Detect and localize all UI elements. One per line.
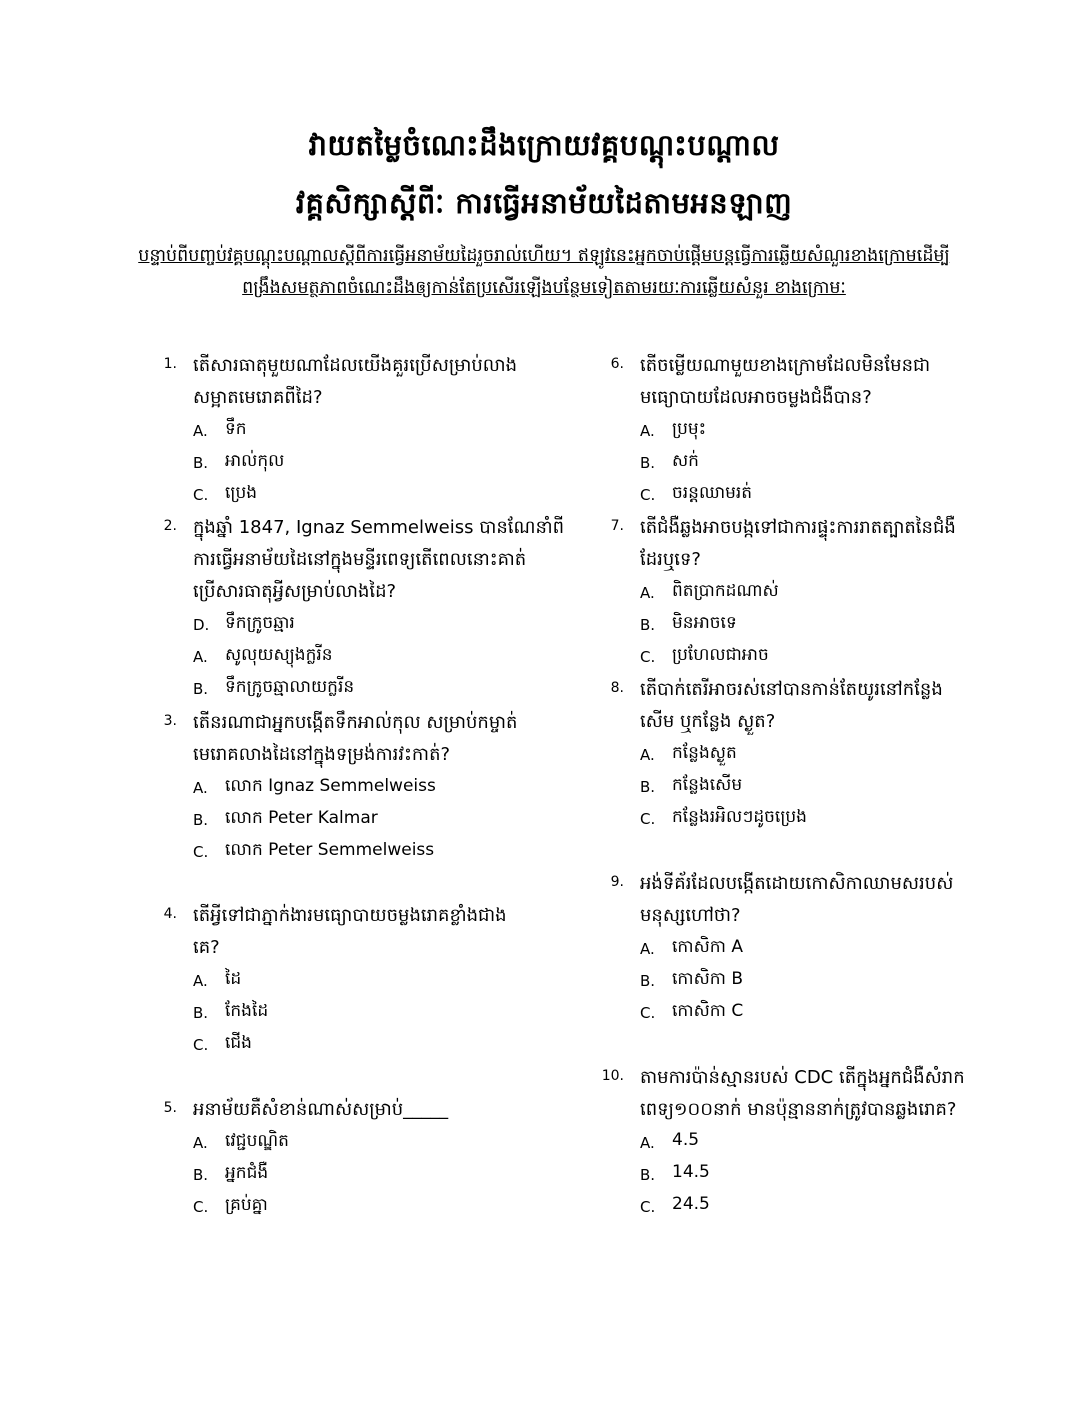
option-letter: C. [193, 486, 209, 504]
option-letter: B. [193, 1004, 209, 1022]
option-letter: C. [640, 1004, 656, 1022]
option-text: ពិតប្រាកដណាស់ [672, 581, 779, 601]
question-text: តើអ្វីទៅជាភ្នាក់ងារមធ្យោបាយចម្លងរោគខ្លាំងជាង [193, 905, 507, 926]
option-letter: A. [640, 422, 655, 440]
option-letter: A. [193, 1134, 208, 1152]
question-number: 10. [601, 1068, 624, 1084]
question-number: 6. [610, 356, 624, 372]
option-text: កន្លែងស្ងួត [672, 743, 737, 763]
question-text: ដែរឬទេ? [640, 549, 701, 570]
question-text: ប្រើសារធាតុអ្វីសម្រាប់លាងដៃ? [193, 581, 397, 602]
option-letter: A. [640, 746, 655, 764]
question-number: 9. [610, 874, 624, 890]
option-text: កែងដៃ [225, 1001, 269, 1021]
option-text: មិនអាចទេ [672, 613, 737, 633]
option-letter: A. [193, 422, 208, 440]
option-letter: C. [193, 1036, 209, 1054]
option-text: ដៃ [225, 969, 242, 989]
question-text: អនាម័យគឺសំខាន់ណាស់សម្រាប់_____ [193, 1099, 449, 1120]
option-letter: B. [640, 454, 656, 472]
option-text: វេជ្ជបណ្ឌិត [225, 1131, 289, 1151]
question-text: តើជំងឺឆ្លងអាចបង្កទៅជាការផ្ទុះការរាតត្បាតនៃជំងឺ [640, 517, 956, 538]
question-text: អង់ទីគ័រដែលបង្កើតដោយកោសិកាឈាមសរបស់ [640, 873, 954, 894]
question-number: 3. [163, 713, 177, 729]
question-number: 7. [610, 518, 624, 534]
option-text: 14.5 [672, 1162, 710, 1182]
question-text: សើម ឬកន្លែង ស្ងួត? [640, 711, 776, 732]
option-letter: C. [193, 843, 209, 861]
option-text: កោសិកា B [672, 969, 744, 989]
option-letter: A. [640, 584, 655, 602]
instruction-line-1: បន្ទាប់ពីបញ្ចប់វគ្គបណ្តុះបណ្តាលស្តីពីការធ្វើអនាម័យដៃរួចរាល់ហើយ។ ឥឡូវនេះអ្នកចាប់ផ្តើមបន្តធ្វើការឆ្លើយសំណួរខាងក្រោមដើម្បី [138, 246, 950, 266]
question-text: មនុស្សហៅថា? [640, 905, 741, 926]
option-text: ទឹកក្រូចឆ្មាលាយក្លរីន [225, 677, 355, 697]
option-text: កោសិកា C [672, 1001, 744, 1021]
option-text: កោសិកា A [672, 937, 743, 957]
question-text: គេ? [193, 937, 220, 958]
option-text: ប្រេង [225, 483, 258, 503]
option-letter: A. [640, 940, 655, 958]
option-letter: B. [193, 680, 209, 698]
option-text: អាល់កុល [225, 451, 285, 471]
option-text: អ្នកជំងឺ [225, 1163, 269, 1183]
question-text: ការធ្វើអនាម័យដៃនៅក្នុងមន្ទីរពេទ្យតើពេលនោះគាត់ [193, 549, 527, 570]
question-text: តាមការប៉ាន់ស្មានរបស់ CDC តើក្នុងអ្នកជំងឺសំរាក [640, 1067, 965, 1088]
option-letter: C. [640, 810, 656, 828]
option-text: លោក Peter Semmelweiss [225, 840, 435, 860]
option-letter: A. [193, 779, 208, 797]
question-number: 4. [163, 906, 177, 922]
option-text: ទឹក [225, 419, 247, 439]
question-text: តើចម្លើយណាមួយខាងក្រោមដែលមិនមែនជា [640, 355, 931, 376]
question-text: សម្អាតមេរោគពីដៃ? [193, 387, 323, 408]
option-letter: A. [640, 1134, 655, 1152]
option-letter: B. [640, 616, 656, 634]
option-letter: C. [640, 1198, 656, 1216]
option-letter: D. [193, 616, 210, 634]
option-text: ប្រមុះ [672, 419, 707, 439]
option-text: ចរន្តឈាមរត់ [672, 483, 753, 503]
option-text: សូលុយស្យុងក្លរីន [225, 645, 333, 665]
option-text: ជើង [225, 1033, 252, 1053]
question-text: ពេទ្យ១០០នាក់ មានប៉ុន្មាននាក់ត្រូវបានឆ្លងរោគ? [640, 1099, 957, 1120]
question-text: ក្នុងឆ្នាំ 1847, Ignaz Semmelweiss បានណែនាំពី [193, 517, 565, 538]
page-title: វាយតម្លៃចំណេះដឹងក្រោយវគ្គបណ្តុះបណ្តាល [308, 128, 780, 162]
option-letter: A. [193, 648, 208, 666]
option-text: 4.5 [672, 1130, 700, 1150]
question-text: មធ្យោបាយដែលអាចចម្លងជំងឺបាន? [640, 387, 872, 408]
instruction-line-2: ពង្រឹងសមត្ថភាពចំណេះដឹងឲ្យកាន់តែប្រសើរឡើងបន្ថែមទៀតតាមរយៈការឆ្លើយសំនួរ ខាងក្រោមៈ [242, 278, 846, 298]
option-letter: B. [193, 1166, 209, 1184]
option-letter: B. [640, 778, 656, 796]
option-letter: C. [193, 1198, 209, 1216]
question-text: តើនរណាជាអ្នកបង្កើតទឹកអាល់កុល សម្រាប់កម្ចាត់ [193, 712, 518, 733]
option-text: លោក Ignaz Semmelweiss [225, 776, 436, 796]
question-text: តើសារធាតុមួយណាដែលយើងគួរប្រើសម្រាប់លាង [193, 355, 518, 376]
option-letter: B. [193, 811, 209, 829]
option-text: សក់ [672, 451, 699, 471]
question-number: 1. [163, 356, 177, 372]
option-letter: B. [640, 1166, 656, 1184]
option-letter: B. [193, 454, 209, 472]
option-text: ប្រហែលជាអាច [672, 645, 769, 665]
option-text: កន្លែងសើម [672, 775, 743, 795]
option-text: លោក Peter Kalmar [225, 808, 378, 828]
option-text: កន្លែងរអិលៗដូចប្រេង [672, 807, 807, 827]
question-text: មេរោគលាងដៃនៅក្នុងទម្រង់ការវះកាត់? [193, 744, 451, 765]
option-letter: C. [640, 486, 656, 504]
option-letter: C. [640, 648, 656, 666]
option-text: គ្រប់គ្នា [225, 1195, 268, 1215]
option-letter: A. [193, 972, 208, 990]
question-number: 2. [163, 518, 177, 534]
option-text: ទឹកក្រូចឆ្មារ [225, 613, 295, 633]
question-text: តើបាក់តេរីអាចរស់នៅបានកាន់តែយូរនៅកន្លែង [640, 679, 943, 700]
option-text: 24.5 [672, 1194, 710, 1214]
page-subtitle: វគ្គសិក្សាស្តីពីៈ ការធ្វើអនាម័យដៃតាមអនឡាញ [295, 186, 793, 220]
question-number: 8. [610, 680, 624, 696]
option-letter: B. [640, 972, 656, 990]
question-number: 5. [163, 1100, 177, 1116]
